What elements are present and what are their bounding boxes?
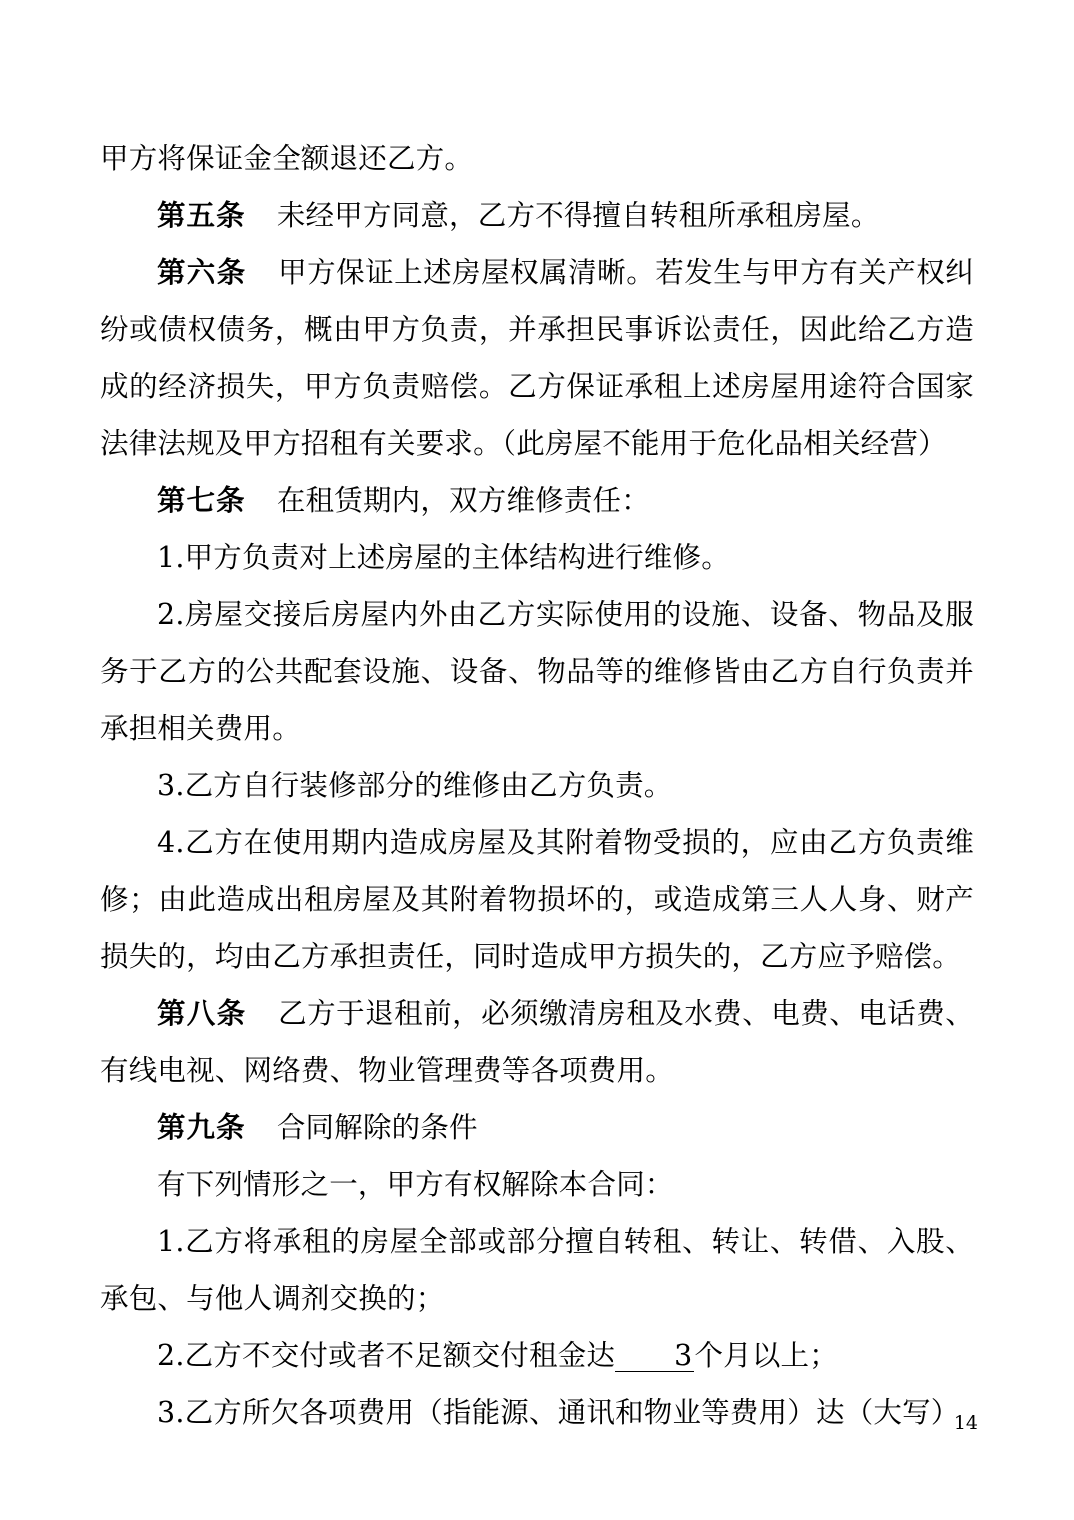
article-label: 第五条	[157, 198, 246, 232]
document-body	[100, 130, 974, 1441]
article-label: 第七条	[157, 483, 246, 517]
paragraph-text: 未经甲方同意，乙方不得擅自转租所承租房屋。	[276, 199, 880, 232]
paragraph-text: 1.甲方负责对上述房屋的主体结构进行维修。	[157, 541, 730, 574]
paragraph-text: 有下列情形之一，甲方有权解除本合同：	[157, 1168, 674, 1201]
rent-arrears-months-blank[interactable]: 3	[615, 1340, 694, 1372]
paragraph-text-suffix: 个月以上；	[694, 1339, 838, 1372]
paragraph-text: 合同解除的条件	[276, 1111, 478, 1144]
paragraph-text: 在租赁期内，双方维修责任：	[276, 484, 650, 517]
article-label: 第六条	[157, 255, 247, 289]
paragraph-text: 3.乙方所欠各项费用（指能源、通讯和物业等费用）达（大写）	[157, 1396, 960, 1429]
paragraph-7-3	[100, 757, 974, 814]
paragraph-text: 甲方将保证金全额退还乙方。	[100, 142, 474, 175]
paragraph-7-2	[100, 586, 974, 757]
paragraph-text: 甲方保证上述房屋权属清晰。若发生与甲方有关产权纠纷或债权债务，概由甲方负责，并承担民事诉讼责任，因此给乙方造成的经济损失，甲方负责赔偿。乙方保证承租上述房屋用途符合国家法律法规及甲方招租有关要求。（此房屋不能用于危化品相关经营）	[100, 256, 974, 460]
paragraph-7-4	[100, 814, 974, 985]
paragraph-9-2	[100, 1327, 974, 1384]
paragraph-7-1	[100, 529, 974, 586]
paragraph-article-7	[100, 472, 974, 529]
paragraph-article-6	[100, 244, 974, 472]
paragraph-article-9	[100, 1099, 974, 1156]
paragraph-continued	[100, 130, 974, 187]
paragraph-text-prefix: 2.乙方不交付或者不足额交付租金达	[157, 1339, 616, 1372]
paragraph-article-8	[100, 985, 974, 1099]
paragraph-9-1	[100, 1213, 974, 1327]
article-label: 第八条	[157, 996, 247, 1030]
paragraph-text: 乙方于退租前，必须缴清房租及水费、电费、电话费、有线电视、网络费、物业管理费等各项费用。	[100, 997, 974, 1087]
paragraph-9-intro	[100, 1156, 974, 1213]
paragraph-text: 2.房屋交接后房屋内外由乙方实际使用的设施、设备、物品及服务于乙方的公共配套设施、设备、物品等的维修皆由乙方自行负责并承担相关费用。	[100, 598, 974, 745]
paragraph-text: 1.乙方将承租的房屋全部或部分擅自转租、转让、转借、入股、承包、与他人调剂交换的；	[100, 1225, 974, 1315]
article-label: 第九条	[157, 1110, 246, 1144]
paragraph-text: 3.乙方自行装修部分的维修由乙方负责。	[157, 769, 673, 802]
paragraph-text: 4.乙方在使用期内造成房屋及其附着物受损的，应由乙方负责维修；由此造成出租房屋及其附着物损坏的，或造成第三人人身、财产损失的，均由乙方承担责任，同时造成甲方损失的，乙方应予赔偿。	[100, 826, 974, 973]
paragraph-9-3	[100, 1384, 974, 1441]
page-number: 14	[953, 1412, 978, 1434]
paragraph-article-5	[100, 187, 974, 244]
